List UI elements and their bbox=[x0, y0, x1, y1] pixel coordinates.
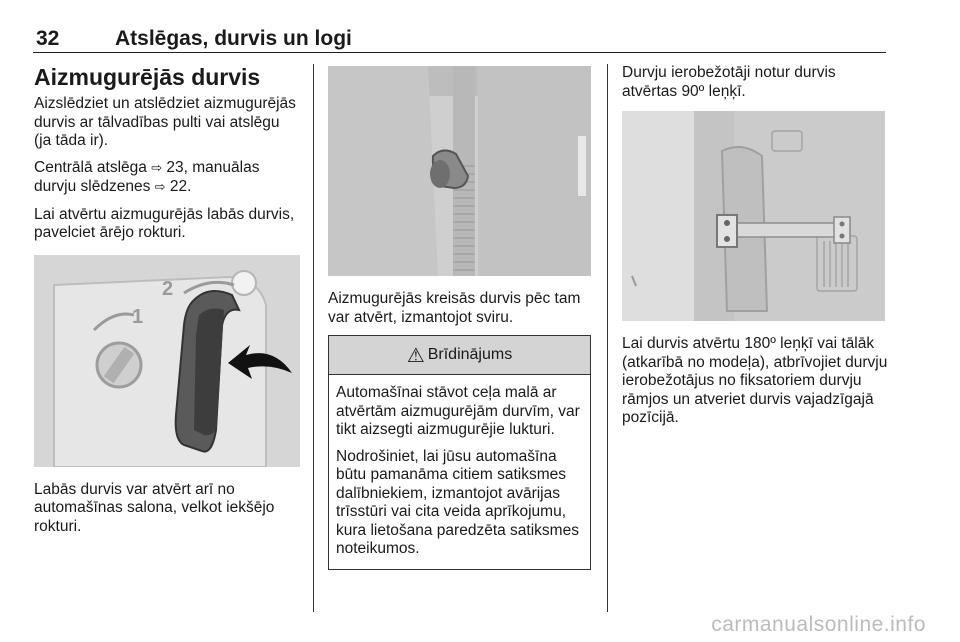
arrow-ref-icon: ⇨ bbox=[151, 160, 163, 176]
outer-handle-illustration bbox=[34, 255, 300, 467]
figure-caption: Aizmugurējās kreisās durvis pēc tam var atvērt, izmantojot sviru. bbox=[328, 290, 581, 326]
arrow-ref-icon: ⇨ bbox=[154, 180, 166, 195]
paragraph: Durvju ierobežotāji notur durvis atvērtas 90º leņķī. bbox=[622, 64, 836, 100]
warning-paragraph: Automašīnai stāvot ceļa malā ar atvērtām aizmugurējām durvīm, var tikt aizsegti aizmugurējie lukturi. bbox=[336, 384, 580, 438]
paragraph: Lai durvis atvērtu 180º leņķī vai tālāk (atkarībā no modeļa), atbrīvojiet durvju ierobežotājus no fiksatoriem durvju rāmjos un atveriet durvis vajadzīgajā pozīcijā. bbox=[622, 335, 888, 426]
paragraph: Lai atvērtu aizmugurējās labās durvis, pavelciet ārējo rokturi. bbox=[34, 205, 295, 241]
figure-label-2: 2 bbox=[162, 277, 174, 300]
column-1 bbox=[34, 64, 300, 544]
column-divider bbox=[607, 64, 608, 612]
warning-paragraph: Nodrošiniet, lai jūsu automašīna būtu pamanāma citiem satiksmes dalībniekiem, izmantojot avārijas trīsstūri vai cita veida aprīkojumu, kura lietošana paredzēta satiksmes noteikumos. bbox=[336, 447, 579, 557]
paragraph: Labās durvis var atvērt arī no automašīnas salona, velkot iekšējo rokturi. bbox=[34, 480, 275, 535]
page-number: 32 bbox=[36, 27, 60, 50]
door-check-strap-illustration bbox=[622, 111, 885, 321]
figure-label-1: 1 bbox=[132, 305, 144, 328]
lever-illustration bbox=[328, 66, 591, 276]
page-header bbox=[33, 26, 886, 53]
warning-box bbox=[328, 335, 591, 570]
paragraph: Aizslēdziet un atslēdziet aizmugurējās durvis ar tālvadības pulti vai atslēgu (ja tāda ir). bbox=[34, 95, 296, 149]
warning-body bbox=[329, 375, 590, 569]
page-title: Atslēgas, durvis un logi bbox=[115, 27, 352, 50]
column-2 bbox=[328, 64, 594, 570]
column-3 bbox=[622, 64, 888, 436]
watermark: carmanualsonline.info bbox=[711, 613, 926, 636]
section-heading: Aizmugurējās durvis bbox=[34, 64, 261, 90]
paragraph-references: Centrālā atslēga ⇨ 23, manuālas durvju slēdzenes ⇨ 22. bbox=[34, 158, 260, 195]
warning-title: Brīdinājums bbox=[427, 346, 513, 363]
column-divider bbox=[313, 64, 314, 612]
warning-header bbox=[329, 336, 590, 375]
warning-icon: ⚠ bbox=[406, 344, 425, 367]
